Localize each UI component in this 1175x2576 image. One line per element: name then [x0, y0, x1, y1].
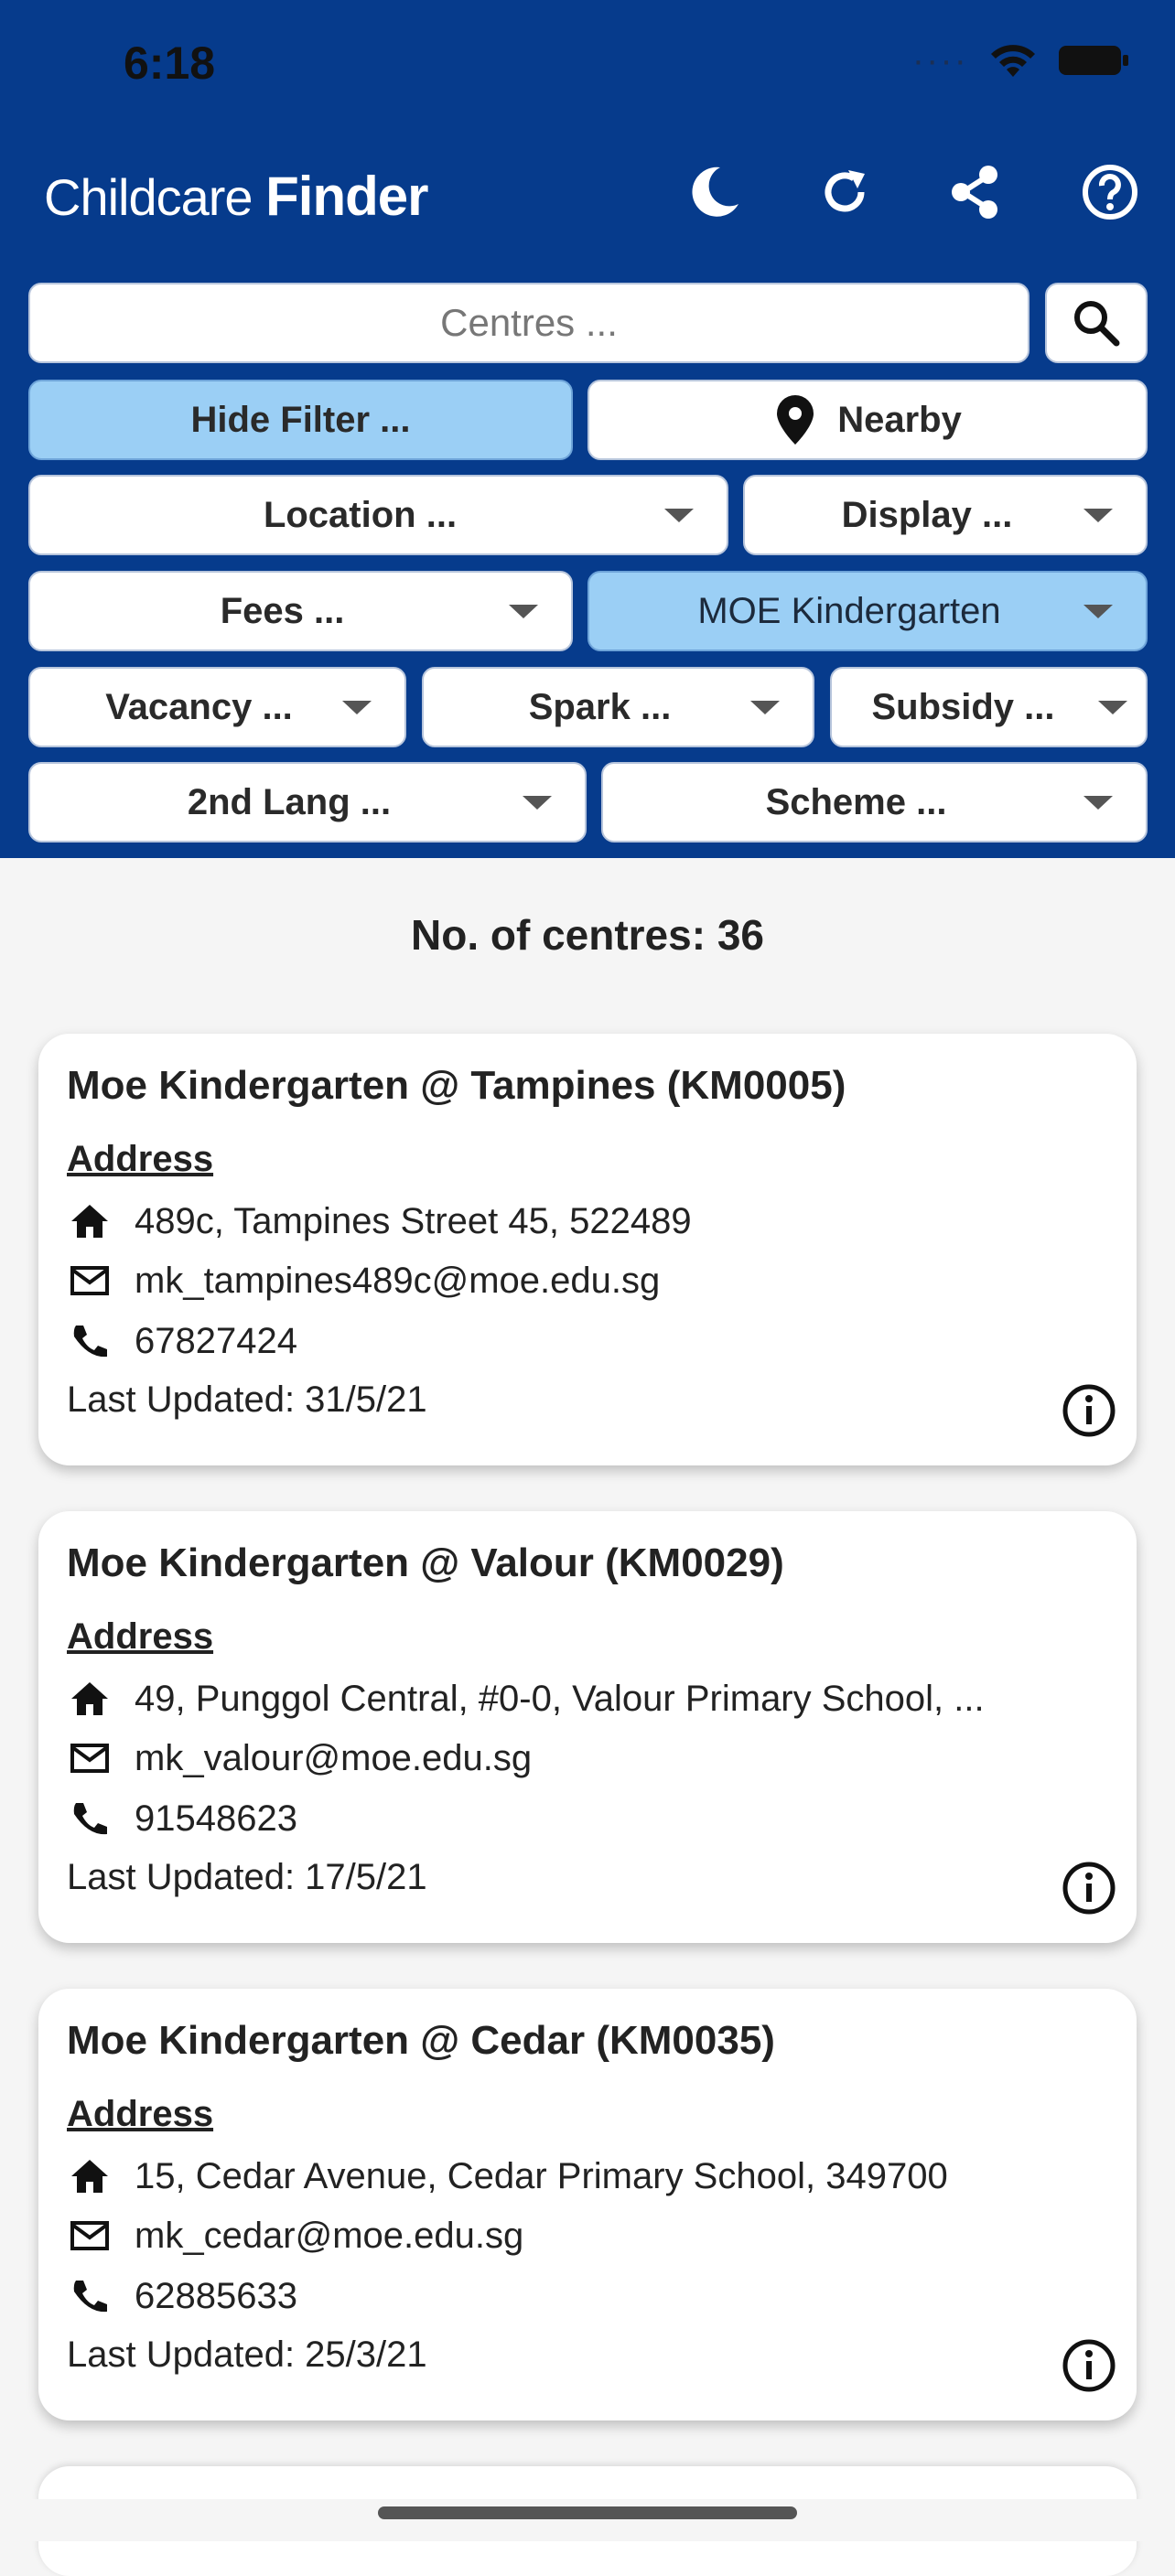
phone-row[interactable]: [67, 2273, 297, 2319]
centre-count: No. of centres: 36: [411, 911, 764, 959]
address-text: 15, Cedar Avenue, Cedar Primary School, 349700: [135, 2155, 948, 2196]
nearby-button[interactable]: [588, 380, 1148, 460]
address-text: 489c, Tampines Street 45, 522489: [135, 1200, 692, 1241]
spark-label: Spark ...: [528, 686, 672, 727]
vacancy-dropdown[interactable]: [28, 667, 406, 747]
hide-filter-label: Hide Filter ...: [190, 399, 411, 440]
search-icon: [1071, 297, 1122, 349]
centre-name: Moe Kindergarten @ Tampines (KM0005): [67, 1063, 846, 1108]
email-text: mk_valour@moe.edu.sg: [135, 1737, 533, 1778]
subsidy-dropdown[interactable]: [830, 667, 1148, 747]
chevron-down-icon: [1098, 701, 1127, 714]
chevron-down-icon: [1083, 509, 1113, 522]
centre-name: Moe Kindergarten @ Cedar (KM0035): [67, 2018, 775, 2063]
wifi-icon: [988, 42, 1038, 79]
help-icon: [1081, 163, 1139, 221]
moe-kindergarten-dropdown[interactable]: [588, 571, 1148, 651]
last-updated: Last Updated: 17/5/21: [67, 1857, 427, 1897]
location-dropdown[interactable]: [28, 475, 728, 555]
phone-text: 91548623: [135, 1798, 297, 1839]
mail-icon: [67, 1735, 113, 1781]
centre-card[interactable]: [38, 1511, 1137, 1943]
info-icon[interactable]: [1060, 1859, 1118, 1917]
address-row: [67, 1198, 692, 1244]
spark-dropdown[interactable]: [422, 667, 814, 747]
email-text: mk_cedar@moe.edu.sg: [135, 2215, 524, 2256]
home-indicator[interactable]: [378, 2506, 797, 2519]
email-text: mk_tampines489c@moe.edu.sg: [135, 1260, 661, 1301]
email-row[interactable]: [67, 1258, 660, 1304]
centre-name: Moe Kindergarten @ Valour (KM0029): [67, 1540, 784, 1585]
info-icon[interactable]: [1060, 1381, 1118, 1440]
chevron-down-icon: [523, 796, 552, 810]
centre-card[interactable]: [38, 1034, 1137, 1465]
app-title: [44, 165, 427, 228]
search-input[interactable]: [28, 283, 1029, 363]
bottom-safe-area: [0, 2499, 1175, 2541]
display-label: Display ...: [841, 494, 1013, 535]
search-button[interactable]: [1045, 283, 1148, 363]
refresh-icon: [817, 165, 872, 220]
phone-icon: [67, 1796, 113, 1841]
dark-mode-button[interactable]: [682, 160, 746, 224]
address-heading: Address: [67, 1616, 214, 1657]
hide-filter-button[interactable]: [28, 380, 573, 460]
second-lang-dropdown[interactable]: [28, 762, 587, 843]
chevron-down-icon: [1083, 796, 1113, 810]
phone-text: 67827424: [135, 1320, 297, 1361]
address-row: [67, 1676, 985, 1722]
app-title-light: Childcare: [44, 168, 253, 226]
email-row[interactable]: [67, 2213, 523, 2259]
last-updated: Last Updated: 31/5/21: [67, 1379, 427, 1420]
home-icon: [67, 1676, 113, 1722]
signal-icon: ····: [911, 40, 968, 80]
mail-icon: [67, 1258, 113, 1304]
mail-icon: [67, 2213, 113, 2259]
share-button[interactable]: [943, 160, 1008, 224]
app-title-bold: Finder: [265, 166, 428, 227]
address-heading: Address: [67, 1139, 214, 1179]
battery-icon: [1058, 42, 1131, 79]
address-text: 49, Punggol Central, #0-0, Valour Primary School, ...: [135, 1678, 985, 1719]
share-icon: [946, 163, 1005, 221]
phone-text: 62885633: [135, 2275, 297, 2316]
display-dropdown[interactable]: [743, 475, 1148, 555]
fees-dropdown[interactable]: [28, 571, 573, 651]
moon-icon: [684, 162, 744, 222]
last-updated: Last Updated: 25/3/21: [67, 2334, 427, 2375]
fees-label: Fees ...: [220, 590, 345, 631]
app-header: [0, 0, 1175, 858]
chevron-down-icon: [509, 605, 538, 618]
second-lang-label: 2nd Lang ...: [187, 781, 392, 822]
chevron-down-icon: [342, 701, 372, 714]
nearby-label: Nearby: [837, 399, 962, 440]
phone-icon: [67, 1318, 113, 1364]
phone-icon: [67, 2273, 113, 2319]
address-row: [67, 2153, 948, 2199]
scheme-label: Scheme ...: [765, 781, 947, 822]
info-icon[interactable]: [1060, 2336, 1118, 2395]
vacancy-label: Vacancy ...: [105, 686, 293, 727]
phone-row[interactable]: [67, 1796, 297, 1841]
status-time: 6:18: [124, 38, 216, 89]
address-heading: Address: [67, 2094, 214, 2134]
chevron-down-icon: [1083, 605, 1113, 618]
location-pin-icon: [773, 393, 817, 446]
phone-row[interactable]: [67, 1318, 297, 1364]
location-label: Location ...: [263, 494, 458, 535]
subsidy-label: Subsidy ...: [871, 686, 1055, 727]
home-icon: [67, 1198, 113, 1244]
moe-kindergarten-label: MOE Kindergarten: [697, 590, 1001, 631]
chevron-down-icon: [664, 509, 694, 522]
chevron-down-icon: [750, 701, 780, 714]
status-icons: [912, 42, 1131, 79]
home-icon: [67, 2153, 113, 2199]
scheme-dropdown[interactable]: [601, 762, 1148, 843]
help-button[interactable]: [1078, 160, 1142, 224]
refresh-button[interactable]: [813, 160, 877, 224]
centre-card[interactable]: [38, 1989, 1137, 2420]
email-row[interactable]: [67, 1735, 532, 1781]
